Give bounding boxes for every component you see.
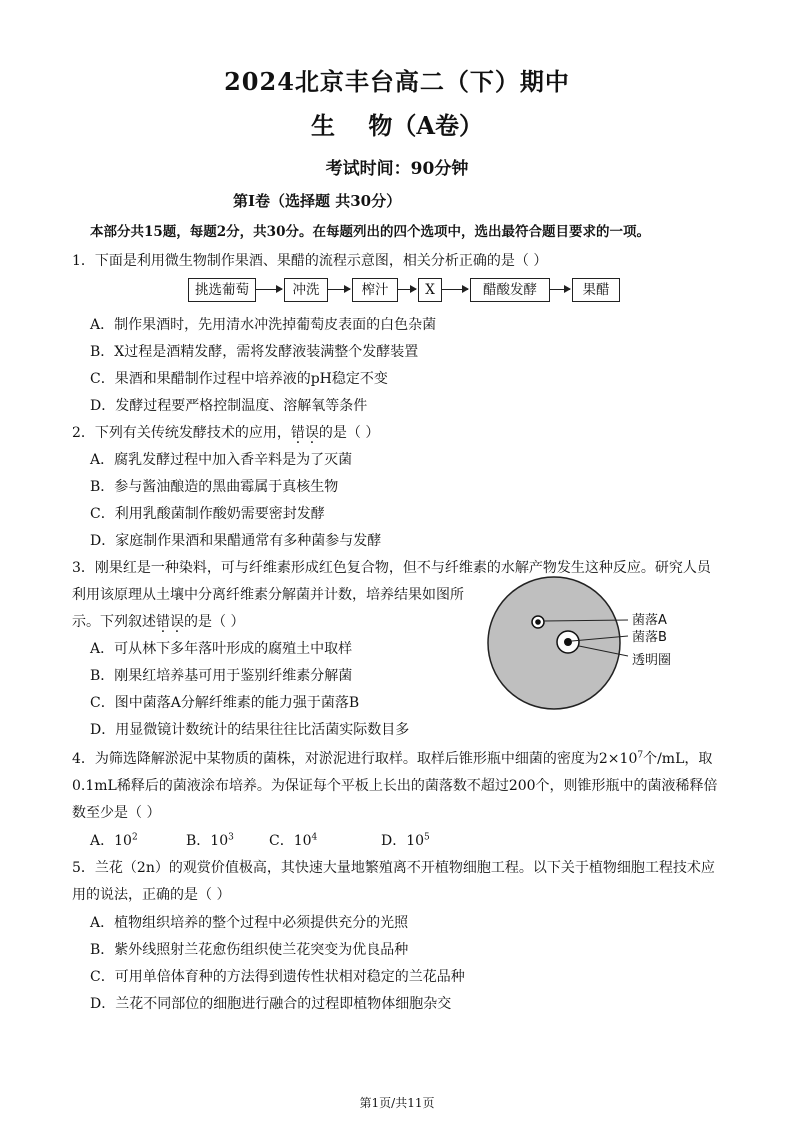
q2-option-a: A．腐乳发酵过程中加入香辛料是为了灭菌 <box>90 452 353 468</box>
emphasis-char: 误 <box>304 425 319 441</box>
q2-option-b: B．参与酱油酿造的黑曲霉属于真核生物 <box>90 479 339 495</box>
page-number: 第1页/共11页 <box>359 1096 435 1110</box>
flow-box: X <box>418 278 442 302</box>
q4-stem-line1 <box>72 748 712 768</box>
q3-stem-line3 <box>72 611 244 631</box>
q5-option-b: B．紫外线照射兰花愈伤组织使兰花突变为优良品种 <box>90 942 409 958</box>
q4-stem-text: 4．为筛选降解淤泥中某物质的菌株，对淤泥进行取样。取样后锥形瓶中细菌的密度为2×10 <box>72 751 638 767</box>
section-heading: 第I卷（选择题 共30分） <box>233 192 402 210</box>
q1-option-d: D．发酵过程要严格控制温度、溶解氧等条件 <box>90 398 368 414</box>
q3-option-a: A．可从林下多年落叶形成的腐殖土中取样 <box>90 641 353 657</box>
colony-b <box>564 638 572 646</box>
q3-stem-line1: 3．刚果红是一种染料，可与纤维素形成红色复合物，但不与纤维素的水解产物发生这种反应。研究人员 <box>72 560 711 576</box>
flow-arrow <box>442 289 468 290</box>
flow-box: 冲洗 <box>284 278 328 302</box>
exponent: 7 <box>637 750 644 761</box>
q4-option-d: D．$10^5$ <box>381 832 430 849</box>
q3-option-b: B．刚果红培养基可用于鉴别纤维素分解菌 <box>90 668 353 684</box>
section-instructions: 本部分共15题，每题2分，共30分。在每题列出的四个选项中，选出最符合题目要求的一项。 <box>90 224 650 240</box>
q5-option-c: C．可用单倍体育种的方法得到遗传性状相对稳定的兰花品种 <box>90 969 465 985</box>
q2-stem-text: 2．下列有关传统发酵技术的应用， <box>72 425 291 441</box>
q3-stem-text: 示。下列叙述 <box>72 614 156 630</box>
q4-option-c: C．$10^4$ <box>269 832 318 849</box>
emphasis-char: 错 <box>290 425 305 441</box>
q2-stem <box>72 422 379 442</box>
colony-a <box>535 619 541 625</box>
emphasis-char: 错 <box>156 614 170 630</box>
q5-stem-line1: 5．兰花（2n）的观赏价值极高，其快速大量地繁殖离不开植物细胞工程。以下关于植物细胞工程技术应 <box>72 860 715 876</box>
q4-stem-text: 个/mL，取 <box>643 751 713 767</box>
q3-stem-line2: 利用该原理从土壤中分离纤维素分解菌并计数，培养结果如图所 <box>72 587 464 603</box>
q3-option-c: C．图中菌落A分解纤维素的能力强于菌落B <box>90 695 360 711</box>
flow-box: 果醋 <box>572 278 620 302</box>
flow-arrow <box>550 289 570 290</box>
flow-arrow <box>256 289 282 290</box>
q5-stem-line2: 用的说法，正确的是（ ） <box>72 887 231 903</box>
q1-option-a: A．制作果酒时，先用清水冲洗掉葡萄皮表面的白色杂菌 <box>90 317 437 333</box>
q3-option-d: D．用显微镜计数统计的结果往往比活菌实际数目多 <box>90 722 410 738</box>
flow-box: 榨汁 <box>352 278 398 302</box>
q2-stem-text: 的是（ ） <box>318 425 380 441</box>
q4-options <box>90 830 430 850</box>
subject-title: 生 物（A卷） <box>310 111 484 140</box>
label-colony-a: 菌落A <box>632 613 667 628</box>
flow-box: 挑选葡萄 <box>188 278 256 302</box>
q2-option-c: C．利用乳酸菌制作酸奶需要密封发酵 <box>90 506 325 522</box>
q4-stem-line3: 数至少是（ ） <box>72 805 161 821</box>
exam-title: 2024北京丰台高二（下）期中 <box>224 67 570 96</box>
q3-stem-text: 的是（ ） <box>184 614 245 630</box>
emphasis-char: 误 <box>170 614 184 630</box>
q2-option-d: D．家庭制作果酒和果醋通常有多种菌参与发酵 <box>90 533 382 549</box>
flow-arrow <box>328 289 350 290</box>
q4-stem-line2: 0.1mL稀释后的菌液涂布培养。为保证每个平板上长出的菌落数不超过200个，则锥形瓶中的菌液稀释倍 <box>72 778 718 794</box>
petri-dish <box>488 577 620 709</box>
flow-box: 醋酸发酵 <box>470 278 550 302</box>
q1-option-b: B．X过程是酒精发酵，需将发酵液装满整个发酵装置 <box>90 344 419 360</box>
q1-option-c: C．果酒和果醋制作过程中培养液的pH稳定不变 <box>90 371 388 387</box>
label-clear-zone: 透明圈 <box>632 653 672 668</box>
q5-option-d: D．兰花不同部位的细胞进行融合的过程即植物体细胞杂交 <box>90 996 452 1012</box>
q5-option-a: A．植物组织培养的整个过程中必须提供充分的光照 <box>90 915 409 931</box>
exam-time: 考试时间：90分钟 <box>325 159 469 179</box>
flow-arrow <box>398 289 416 290</box>
q4-option-b: B．$10^3$ <box>186 832 234 849</box>
petri-dish-figure <box>486 574 710 712</box>
label-colony-b: 菌落B <box>632 630 667 645</box>
q4-option-a: A．$10^2$ <box>90 832 138 849</box>
q1-stem: 1．下面是利用微生物制作果酒、果醋的流程示意图，相关分析正确的是（ ） <box>72 253 548 269</box>
